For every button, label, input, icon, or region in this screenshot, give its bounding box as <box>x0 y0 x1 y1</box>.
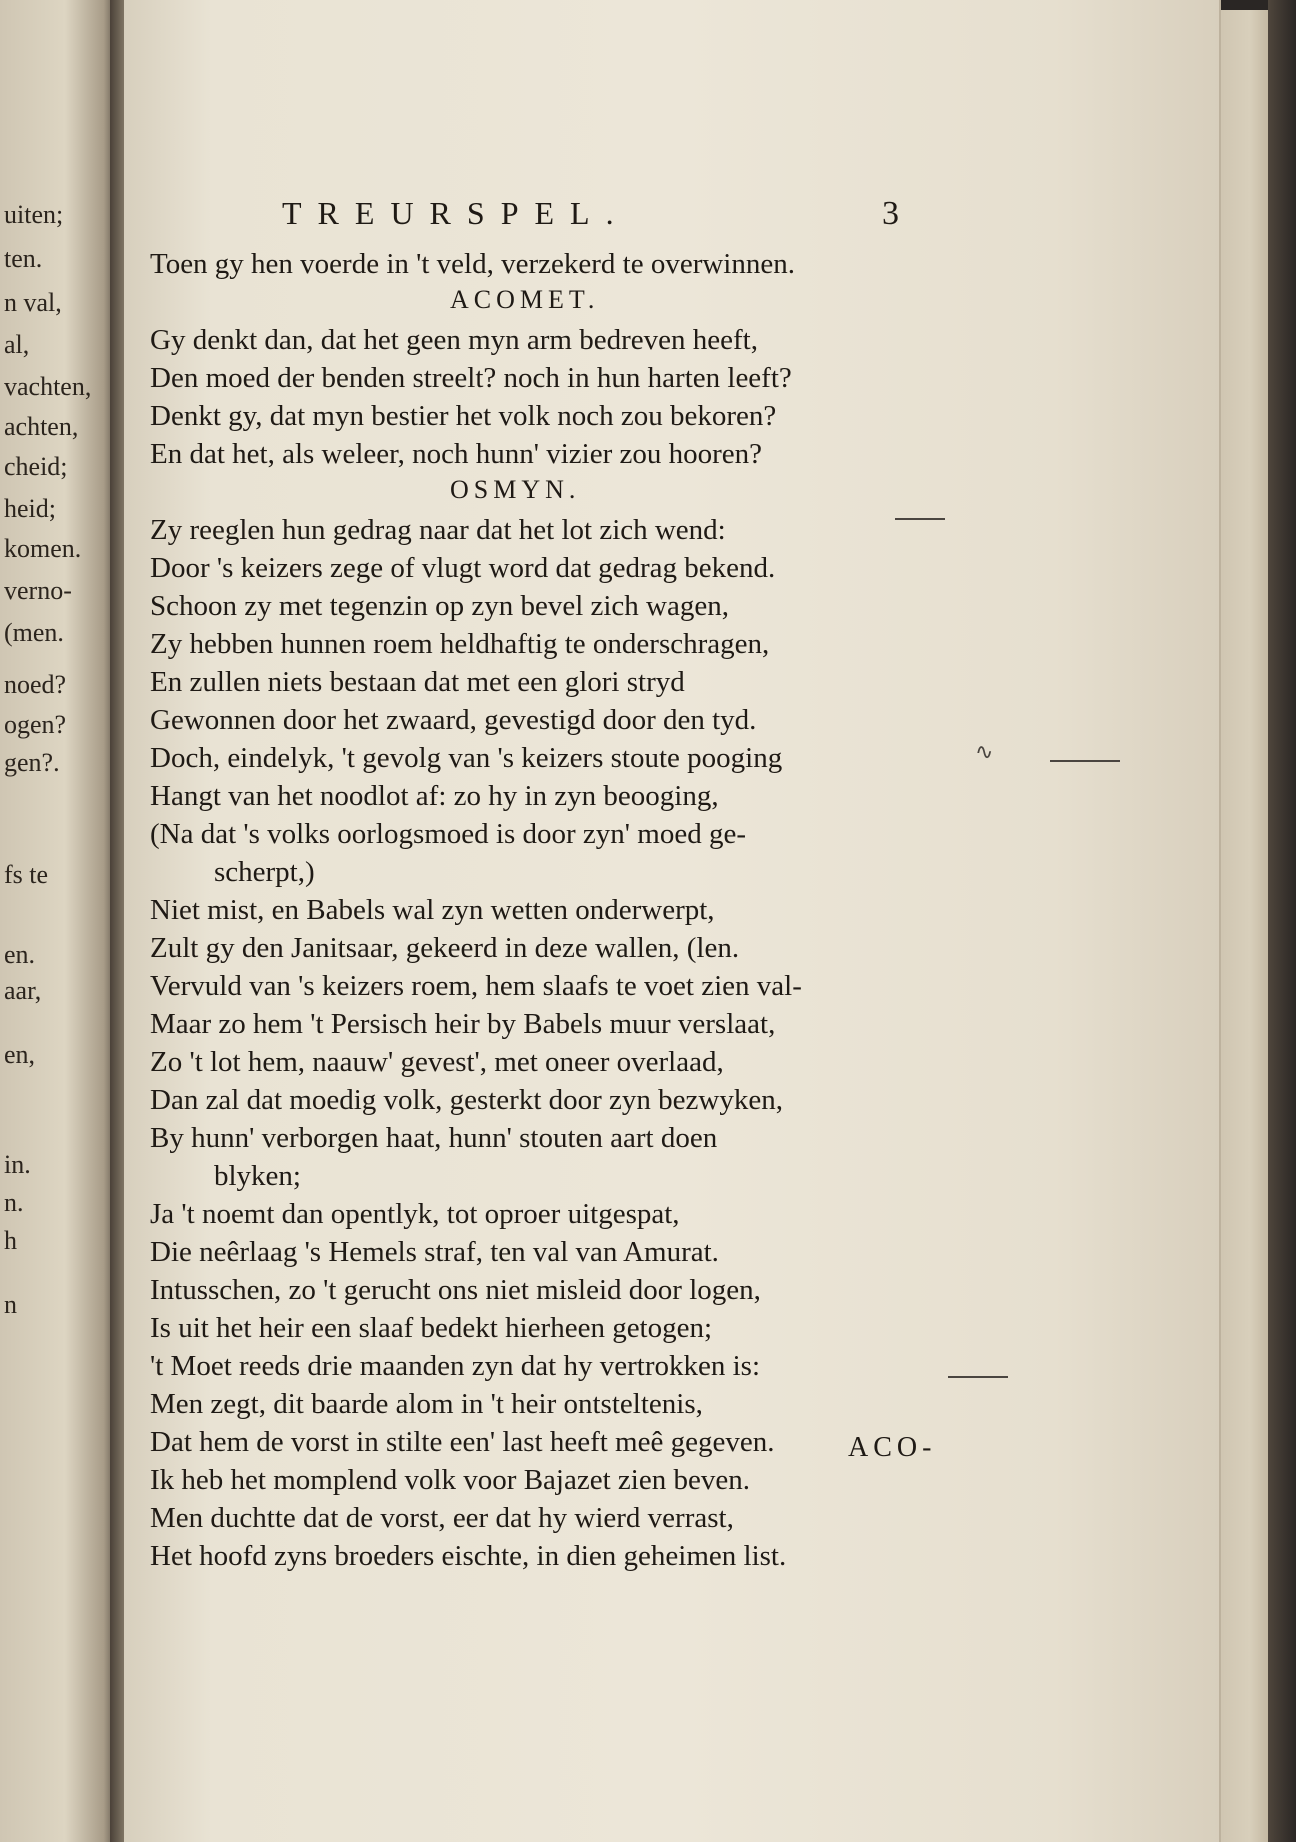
verse-line: Zy hebben hunnen roem heldhaftig te onderschragen, <box>150 628 770 660</box>
verse-line: Dan zal dat moedig volk, gesterkt door zyn bezwyken, <box>150 1084 783 1116</box>
left-page-fragment: aar, <box>4 976 42 1005</box>
verse-line: Ja 't noemt dan opentlyk, tot oproer uitgespat, <box>150 1198 680 1230</box>
pencil-margin-mark <box>948 1376 1008 1378</box>
pencil-margin-mark <box>895 518 945 520</box>
left-page-fragment: achten, <box>4 412 79 441</box>
running-title: TREURSPEL. <box>282 195 630 231</box>
verse-line: Vervuld van 's keizers roem, hem slaafs te voet zien val- <box>150 970 802 1002</box>
left-page-fragment: ogen? <box>4 710 67 739</box>
left-page-fragment: noed? <box>4 670 67 699</box>
verse-line: Men zegt, dit baarde alom in 't heir ontsteltenis, <box>150 1388 703 1420</box>
verse-line: Dat hem de vorst in stilte een' last heeft meê gegeven. <box>150 1426 775 1458</box>
left-page-fragment: h <box>4 1226 17 1255</box>
verse-line: Die neêrlaag 's Hemels straf, ten val van Amurat. <box>150 1236 719 1268</box>
verse-turnover: blyken; <box>214 1160 301 1192</box>
left-page-fragment: en, <box>4 1040 36 1069</box>
pencil-squiggle-mark: ∿ <box>975 740 994 765</box>
page-number: 3 <box>882 195 899 232</box>
left-page-fragment: heid; <box>4 494 56 523</box>
verse-line: (Na dat 's volks oorlogsmoed is door zyn' moed ge- <box>150 818 746 850</box>
book-cover-edge <box>1268 0 1296 1842</box>
left-page-fragment: uiten; <box>4 200 64 229</box>
left-page-fragment: komen. <box>4 534 82 563</box>
left-page-fragment: gen?. <box>4 748 60 777</box>
verse-line: Doch, eindelyk, 't gevolg van 's keizers stoute pooging <box>150 742 783 774</box>
catchword: ACO- <box>848 1432 937 1463</box>
verse-line: By hunn' verborgen haat, hunn' stouten aart doen <box>150 1122 718 1154</box>
verse-line: Zo 't lot hem, naauw' gevest', met oneer overlaad, <box>150 1046 724 1078</box>
verse-line: Het hoofd zyns broeders eischte, in dien geheimen list. <box>150 1540 787 1572</box>
verse-line: Schoon zy met tegenzin op zyn bevel zich wagen, <box>150 590 729 622</box>
verse-line: Intusschen, zo 't gerucht ons niet misleid door logen, <box>150 1274 761 1306</box>
verse-line: Gewonnen door het zwaard, gevestigd door den tyd. <box>150 704 757 736</box>
left-page-fragment: ten. <box>4 244 43 273</box>
verse-line: Den moed der benden streelt? noch in hun harten leeft? <box>150 362 792 394</box>
verse-line: En zullen niets bestaan dat met een glori stryd <box>150 666 685 698</box>
verse-line: Men duchtte dat de vorst, eer dat hy wierd verrast, <box>150 1502 734 1534</box>
left-facing-page <box>0 0 118 1842</box>
speaker-name: ACOMET. <box>450 285 600 314</box>
left-page-fragment: en. <box>4 940 36 969</box>
left-page-fragment: al, <box>4 330 30 359</box>
left-page-fragment: verno- <box>4 576 72 605</box>
left-page-fragment: n val, <box>4 288 62 317</box>
left-page-fragment: in. <box>4 1150 31 1179</box>
verse-line: Door 's keizers zege of vlugt word dat gedrag bekend. <box>150 552 776 584</box>
verse-line: Maar zo hem 't Persisch heir by Babels muur verslaat, <box>150 1008 776 1040</box>
verse-line: Hangt van het noodlot af: zo hy in zyn beooging, <box>150 780 719 812</box>
verse-line: Denkt gy, dat myn bestier het volk noch zou bekoren? <box>150 400 777 432</box>
speaker-name: OSMYN. <box>450 475 581 504</box>
verse-line: Ik heb het momplend volk voor Bajazet zien beven. <box>150 1464 750 1496</box>
verse-line: Gy denkt dan, dat het geen myn arm bedreven heeft, <box>150 324 758 356</box>
verse-turnover: scherpt,) <box>214 856 315 888</box>
verse-line: En dat het, als weleer, noch hunn' vizier zou hooren? <box>150 438 763 470</box>
left-page-fragment: n <box>4 1290 17 1319</box>
verse-line: Niet mist, en Babels wal zyn wetten onderwerpt, <box>150 894 715 926</box>
left-page-fragment: (men. <box>4 618 64 647</box>
verse-line: 't Moet reeds drie maanden zyn dat hy vertrokken is: <box>150 1350 761 1382</box>
verse-line: Is uit het heir een slaaf bedekt hierheen getogen; <box>150 1312 713 1344</box>
left-page-fragment: fs te <box>4 860 49 889</box>
verse-line: Toen gy hen voerde in 't veld, verzekerd te overwinnen. <box>150 248 795 280</box>
verse-line: Zult gy den Janitsaar, gekeerd in deze wallen, (len. <box>150 932 740 964</box>
left-page-fragment: vachten, <box>4 372 92 401</box>
pencil-margin-mark <box>1050 760 1120 762</box>
verse-line: Zy reeglen hun gedrag naar dat het lot zich wend: <box>150 514 726 546</box>
left-page-fragment: cheid; <box>4 452 68 481</box>
left-page-fragment: n. <box>4 1188 24 1217</box>
